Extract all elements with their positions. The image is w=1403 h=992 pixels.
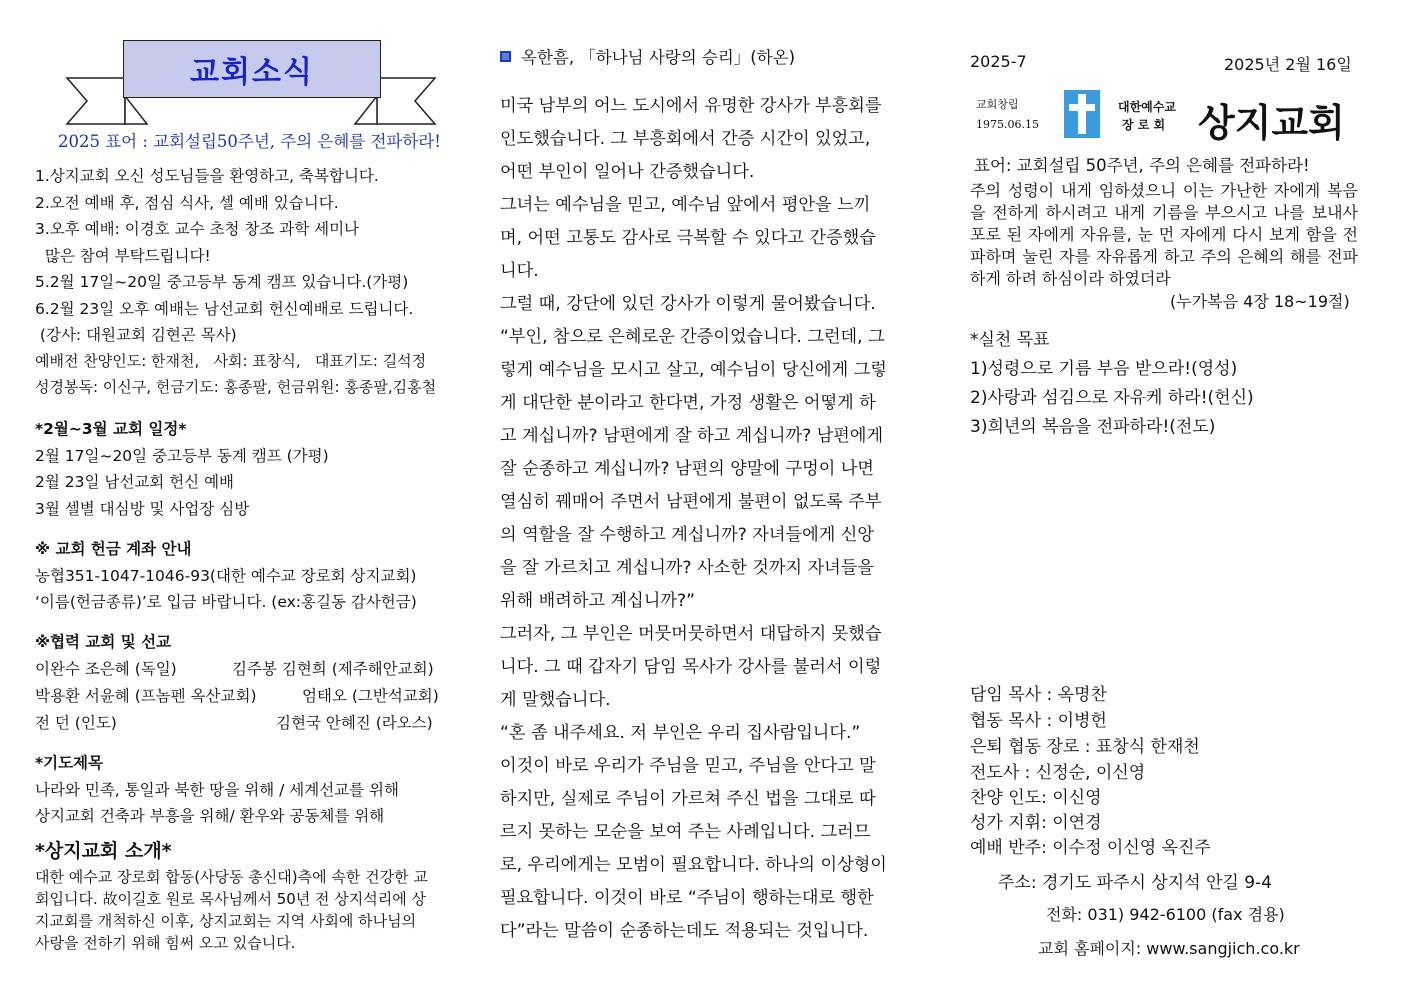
prayer-item: 나라와 민족, 통일과 북한 땅을 위해 / 세계선교를 위해 [35, 781, 399, 799]
sermon-line: 렇게 예수님을 모시고 살고, 예수님이 당신에게 그렇 [500, 360, 887, 380]
right-motto: 표어: 교회설립 50주년, 주의 은혜를 전파하라! [974, 156, 1310, 175]
church-address: 주소: 경기도 파주시 상지석 안길 9-4 [998, 873, 1272, 893]
banner-title: 교회소식 [190, 55, 314, 90]
sermon-line: 어떤 부인이 일어나 간증했습니다. [500, 162, 755, 182]
sermon-line: 게 말했습니다. [500, 690, 611, 710]
schedule-heading: *2월~3월 교회 일정* [35, 420, 187, 438]
issue-date: 2025년 2월 16일 [1224, 55, 1352, 74]
denomination-line1: 대한예수교 [1118, 100, 1176, 114]
denomination-line2: 장 로 회 [1122, 118, 1166, 132]
sermon-line: 니다. [500, 261, 539, 281]
sermon-line: 이것이 바로 우리가 주님을 믿고, 주님을 안다고 말 [500, 756, 876, 776]
mission-item: 이완수 조은혜 (독일) [35, 660, 177, 678]
staff-item: 찬양 인도: 이신영 [970, 788, 1102, 808]
sermon-line: 게 대단한 분이라고 한다면, 가정 생활은 어떻게 하 [500, 393, 876, 413]
sermon-line: 열심히 꿰매어 주면서 남편에게 불편이 없도록 주부 [500, 492, 882, 512]
sermon-line: 며, 어떤 고통도 감사로 극복할 수 있다고 간증했습 [500, 228, 876, 248]
sermon-line: “부인, 참으로 은혜로운 간증이었습니다. 그런데, 그 [500, 327, 885, 347]
mission-item: 김현국 안혜진 (라오스) [276, 714, 433, 732]
intro-line: 사랑을 전하기 위해 힘써 오고 있습니다. [35, 934, 296, 952]
sermon-line: 그녀는 예수님을 믿고, 예수님 앞에서 평안을 느끼 [500, 195, 871, 215]
cross-logo-icon [1064, 90, 1100, 138]
news-item: 5.2월 17일~20일 중고등부 동계 캠프 있습니다.(가평) [35, 273, 409, 291]
sermon-line: 미국 남부의 어느 도시에서 유명한 강사가 부흥회를 [500, 96, 882, 116]
cross-icon [1064, 90, 1100, 138]
news-item: (강사: 대원교회 김현곤 목사) [35, 326, 237, 344]
goal-item: 2)사랑과 섬김으로 자유케 하라!(헌신) [970, 388, 1254, 408]
sermon-line: 니다. 그 때 갑자기 담임 목사가 강사를 불러서 이렇 [500, 657, 882, 677]
sermon-line: 르지 못하는 모순을 보여 주는 사례입니다. 그러므 [500, 822, 871, 842]
mission-item: 박용환 서윤혜 (프놈펜 옥산교회) [35, 687, 257, 705]
square-bullet-icon [500, 51, 511, 62]
news-item: 6.2월 23일 오후 예배는 남선교회 헌신예배로 드립니다. [35, 300, 414, 318]
church-phone: 전화: 031) 942-6100 (fax 겸용) [1046, 905, 1285, 924]
staff-item: 협동 목사 : 이병헌 [970, 711, 1107, 731]
motto-left: 2025 표어 : 교회설립50주년, 주의 은혜를 전파하라! [58, 132, 441, 151]
account-line: ‘이름(헌금종류)’로 입금 바랍니다. (ex:홍길동 감사헌금) [35, 593, 417, 611]
schedule-item: 2월 23일 남선교회 헌신 예배 [35, 473, 235, 491]
schedule-item: 3월 셀별 대심방 및 사업장 심방 [35, 500, 250, 518]
news-item: 1.상지교회 오신 성도님들을 환영하고, 축복합니다. [35, 167, 379, 185]
sermon-source-text: 옥한흠, 「하나님 사랑의 승리」(하온) [521, 48, 796, 67]
founded-label: 교회창립 [976, 98, 1019, 111]
staff-item: 전도사 : 신정순, 이신영 [970, 763, 1146, 783]
sermon-line: 그러자, 그 부인은 머뭇머뭇하면서 대답하지 못했습 [500, 624, 882, 644]
intro-line: 지교회를 개척하신 이후, 상지교회는 지역 사회에 하나님의 [35, 912, 417, 930]
church-name: 상지교회 [1198, 101, 1345, 145]
mission-heading: ※협력 교회 및 선교 [35, 633, 172, 651]
mission-item: 전 던 (인도) [35, 714, 117, 732]
news-item: 3.오후 예배: 이경호 교수 초청 창조 과학 세미나 [35, 220, 360, 238]
sermon-line: 의 역할을 잘 수행하고 계십니까? 자녀들에게 신앙 [500, 525, 874, 545]
intro-line: 회입니다. 故이길호 원로 목사님께서 50년 전 상지석리에 상 [35, 890, 427, 908]
founded-date: 1975.06.15 [976, 118, 1039, 131]
mission-item: 김주봉 김현희 (제주해안교회) [232, 660, 434, 678]
sermon-line: 로, 우리에게는 모범이 필요합니다. 하나의 이상형이 [500, 855, 887, 875]
goal-item: 3)희년의 복음을 전파하라!(전도) [970, 417, 1216, 437]
staff-item: 예배 반주: 이수정 이신영 옥진주 [970, 838, 1211, 858]
scripture-reference: (누가복음 4장 18~19절) [1170, 292, 1350, 311]
account-heading: ※ 교회 헌금 계좌 안내 [35, 540, 192, 558]
intro-line: 대한 예수교 장로회 합동(사당동 총신대)측에 속한 건강한 교 [35, 868, 428, 886]
issue-number: 2025-7 [970, 52, 1027, 71]
news-item: 2.오전 예배 후, 점심 식사, 셀 예배 있습니다. [35, 194, 339, 212]
mission-item: 엄태오 (그반석교회) [302, 687, 439, 705]
sermon-line: “혼 좀 내주세요. 저 부인은 우리 집사람입니다.” [500, 723, 861, 743]
sermon-line: 고 계십니까? 남편에게 잘 하고 계십니까? 남편에게 [500, 426, 884, 446]
homepage-link[interactable]: 교회 홈페이지: www.sangjich.co.kr [1038, 939, 1300, 958]
sermon-line: 인도했습니다. 그 부흥회에서 간증 시간이 있었고, [500, 129, 871, 149]
prayer-heading: *기도제목 [35, 754, 103, 772]
staff-item: 담임 목사 : 옥명찬 [970, 685, 1107, 705]
sermon-line: 위해 배려하고 계십니까?” [500, 591, 695, 611]
goal-item: 1)성령으로 기름 부음 받으라!(영성) [970, 359, 1238, 379]
sermon-line: 잘 순종하고 계십니까? 남편의 양말에 구멍이 나면 [500, 459, 874, 479]
sermon-line: 다”라는 말씀이 순종하는데도 적용되는 것입니다. [500, 921, 869, 941]
sermon-line: 필요합니다. 이것이 바로 “주님이 행하는대로 행한 [500, 888, 874, 908]
intro-heading: *상지교회 소개* [35, 840, 172, 862]
sermon-line: 하지만, 실제로 주님이 가르쳐 주신 법을 그대로 따 [500, 789, 876, 809]
banner-title-box [123, 40, 381, 98]
account-line: 농협351-1047-1046-93(대한 예수교 장로회 상지교회) [35, 567, 417, 585]
prayer-item: 상지교회 건축과 부흥을 위해/ 환우와 공동체를 위해 [35, 807, 385, 825]
sermon-line: 을 잘 가르치고 계십니까? 사소한 것까지 자녀들을 [500, 558, 874, 578]
sermon-source [500, 44, 795, 68]
goals-heading: *실천 목표 [970, 330, 1050, 350]
staff-item: 성가 지휘: 이연경 [970, 813, 1102, 833]
sermon-body [500, 90, 904, 948]
news-item: 성경봉독: 이신구, 헌금기도: 홍종팔, 헌금위원: 홍종팔,김홍철 [35, 378, 437, 396]
news-item: 예배전 찬양인도: 한재천, 사회: 표창식, 대표기도: 길석정 [35, 352, 427, 370]
sermon-line: 그럴 때, 강단에 있던 강사가 이렇게 물어봤습니다. [500, 294, 876, 314]
news-banner [35, 40, 467, 128]
news-item: 많은 참여 부탁드립니다! [35, 247, 211, 265]
scripture-verse: 주의 성령이 내게 임하셨으니 이는 가난한 자에게 복음을 전하게 하시려고 내게 기름을 부으시고 나를 보내사 포로 된 자에게 자유를, 눈 먼 자에게 다시 보게 함을 전파하며 눌린 자를 자유롭게 하고 주의 은혜의 해를 전파하게 하려 하심이라 하였더라 [970, 181, 1358, 288]
schedule-item: 2월 17일~20일 중고등부 동계 캠프 (가평) [35, 447, 329, 465]
staff-item: 은퇴 협동 장로 : 표창식 한재천 [970, 737, 1200, 757]
